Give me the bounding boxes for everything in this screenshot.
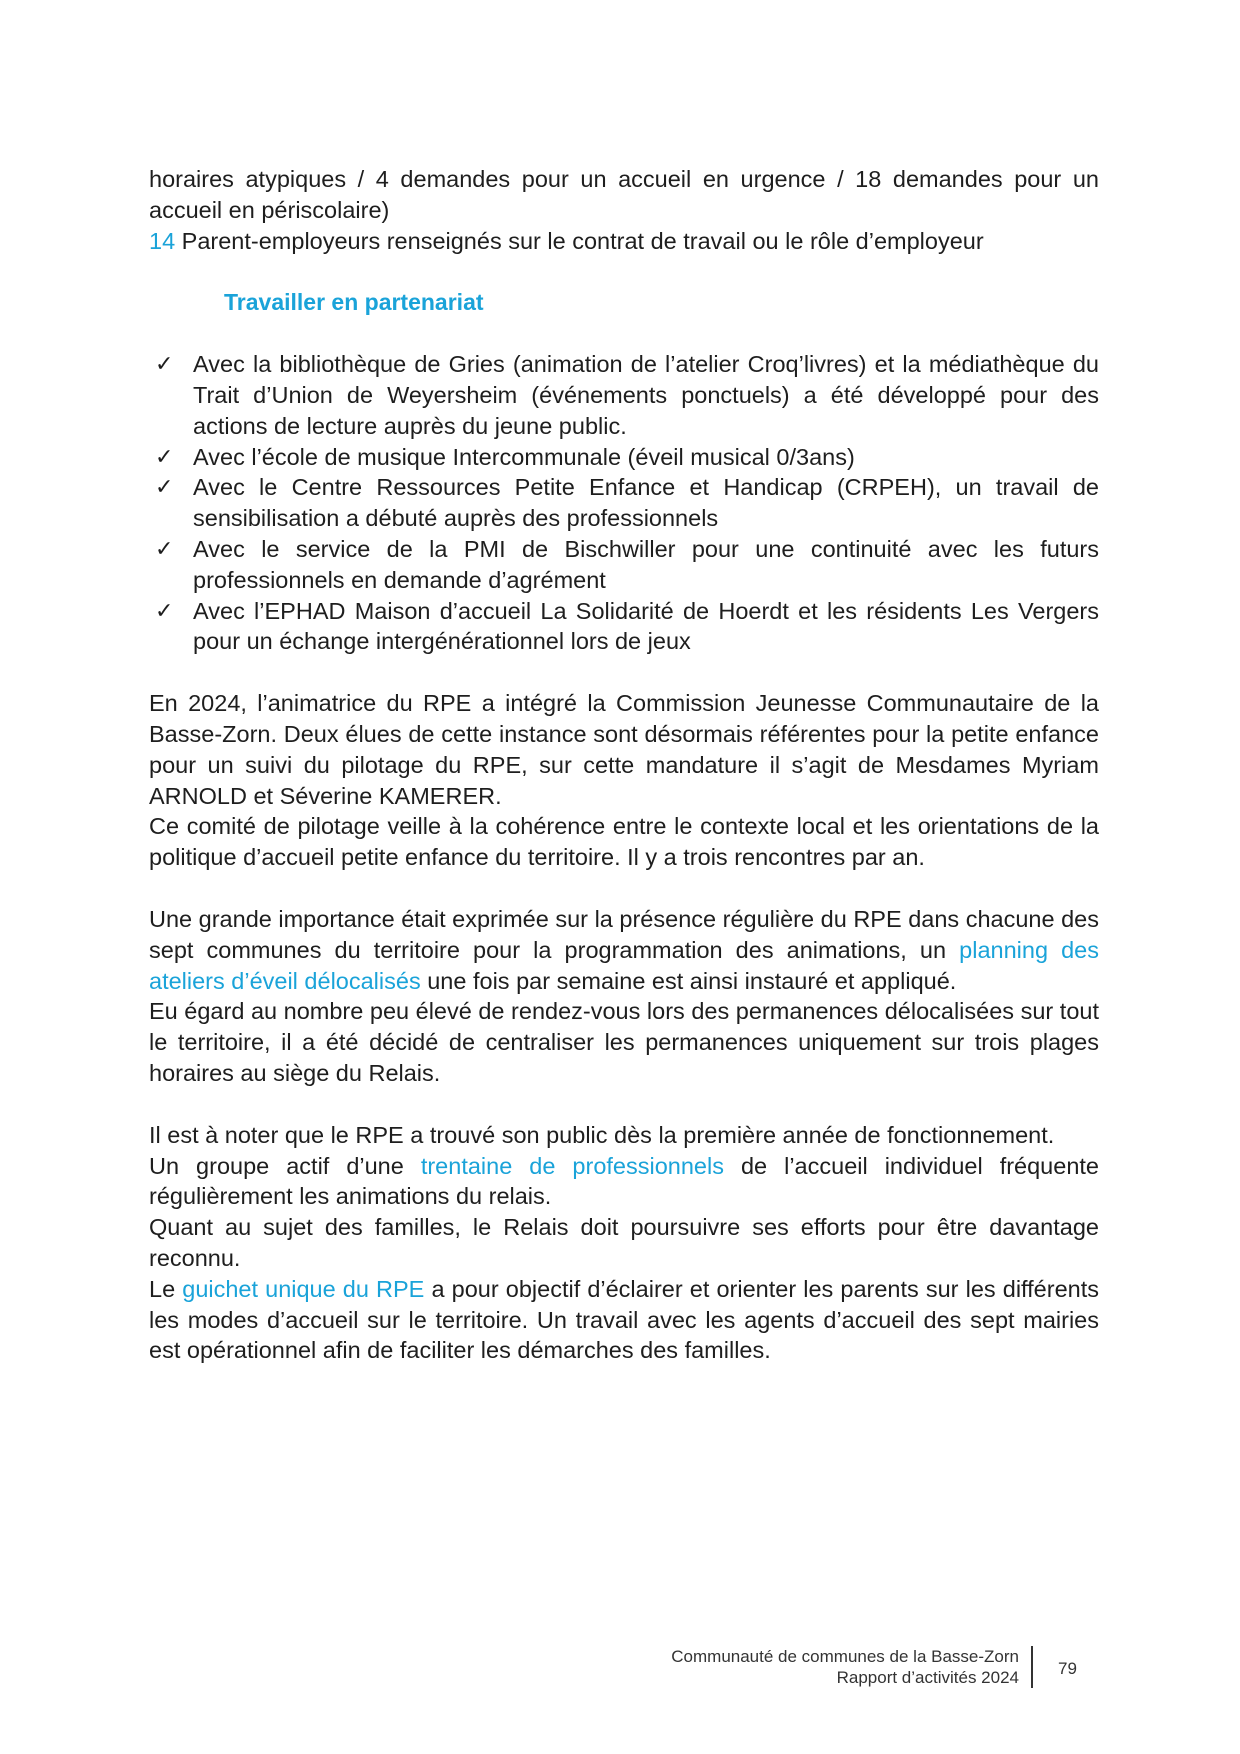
checklist-item-text: Avec le service de la PMI de Bischwiller pour une continuité avec les futurs professionnels en demande d’agrément [193,535,1099,593]
partner-checklist [149,349,1099,657]
page-content [149,164,1099,1366]
checklist-item [149,442,1099,473]
professionals-text-end: de l’accueil individuel fréquente régulièrement les animations du relais. [149,1152,1099,1210]
checklist-item-text: Avec le Centre Ressources Petite Enfance et Handicap (CRPEH), un travail de sensibilisation a débuté auprès des professionnels [193,474,1099,532]
professionals-text-start: Un groupe actif d’une [149,1152,421,1179]
check-icon: ✓ [155,474,174,500]
paragraph-parent-employers [149,226,1099,257]
paragraph-atypical-hours: horaires atypiques / 4 demandes pour un accueil en urgence / 18 demandes pour un accueil en périscolaire) [149,166,1099,223]
check-icon: ✓ [155,351,174,377]
paragraph-families: Quant au sujet des familles, le Relais doit poursuivre ses efforts pour être davantage reconnu. [149,1214,1099,1271]
checklist-item [149,472,1099,534]
paragraph-professionals [149,1151,1099,1213]
paragraph-guichet [149,1274,1099,1366]
page-footer [671,1646,1033,1688]
checklist-item-text: Avec la bibliothèque de Gries (animation de l’atelier Croq’livres) et la médiathèque du Trait d’Union de Weyersheim (événements ponctuels) a été développé pour des actions de lecture auprès du jeune public. [193,351,1099,439]
checklist-item-text: Avec l’école de musique Intercommunale (éveil musical 0/3ans) [193,443,855,470]
section-heading-partnership: Travailler en partenariat [224,289,484,316]
paragraph-steering-committee: Ce comité de pilotage veille à la cohérence entre le contexte local et les orientations de la politique d’accueil petite enfance du territoire. Il y a trois rencontres par an. [149,813,1099,871]
professionals-highlight: trentaine de professionnels [420,1152,724,1179]
parent-employers-count: 14 [149,227,176,254]
checklist-item [149,596,1099,658]
presence-text-end: une fois par semaine est ainsi instauré et appliqué. [420,967,957,994]
checklist-item-text: Avec l’EPHAD Maison d’accueil La Solidarité de Hoerdt et les résidents Les Vergers pour un échange intergénérationnel lors de jeux [193,597,1099,655]
check-icon: ✓ [155,443,174,469]
guichet-highlight: guichet unique du RPE [182,1275,425,1302]
presence-text-start: Une grande importance était exprimée sur la présence régulière du RPE dans chacune des sept communes du territoire pour la programmation des animations, un [149,905,1099,963]
guichet-text-end: a pour objectif d’éclairer et orienter les parents sur les différents les modes d’accueil sur le territoire. Un travail avec les agents d’accueil des sept mairies est opérationnel afin de faciliter les démarches des familles. [149,1275,1099,1364]
checklist-item [149,349,1099,441]
footer-organization: Communauté de communes de la Basse-Zorn [671,1647,1019,1666]
paragraph-presence [149,904,1099,996]
paragraph-commission: En 2024, l’animatrice du RPE a intégré la Commission Jeunesse Communautaire de la Basse-Zorn. Deux élues de cette instance sont désormais référentes pour la petite enfance pour un suivi du pilotage du RPE, sur cette mandature il s’agit de Mesdames Myriam ARNOLD et Séverine KAMERER. [149,690,1099,809]
paragraph-public: Il est à noter que le RPE a trouvé son public dès la première année de fonctionnement. [149,1121,1055,1148]
parent-employers-text: Parent-employeurs renseignés sur le contrat de travail ou le rôle d’employeur [175,227,984,254]
planning-highlight: planning des ateliers d’éveil délocalisés [149,936,1099,994]
paragraph-permanences: Eu égard au nombre peu élevé de rendez-vous lors des permanences délocalisées sur tout le territoire, il a été décidé de centraliser les permanences uniquement sur trois plages horaires au siège du Relais. [149,998,1099,1086]
guichet-text-start: Le [149,1275,183,1302]
check-icon: ✓ [155,535,174,561]
page-number: 79 [1058,1659,1077,1678]
footer-report-title: Rapport d’activités 2024 [836,1668,1019,1687]
check-icon: ✓ [155,597,174,623]
checklist-item [149,534,1099,596]
